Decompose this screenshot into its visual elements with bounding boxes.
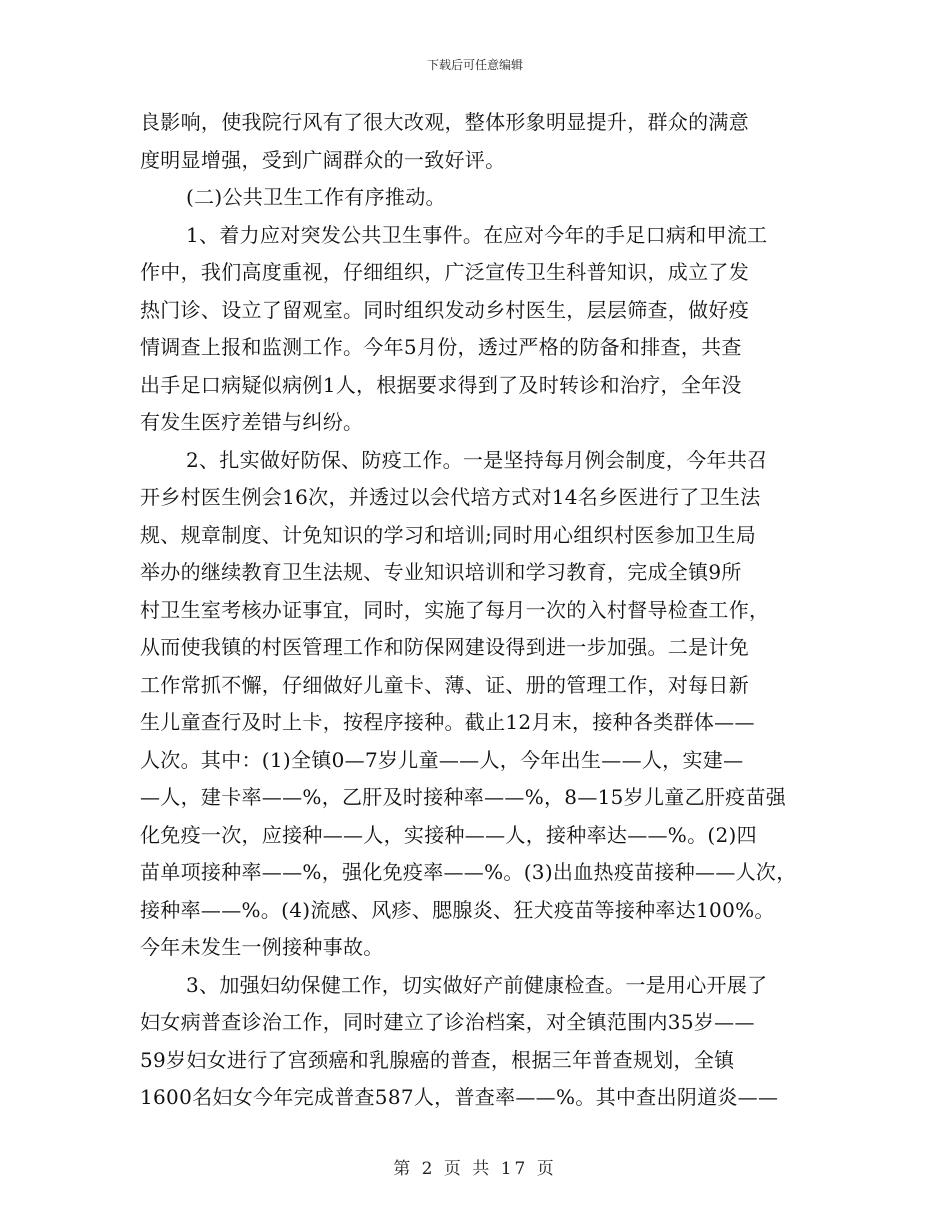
text-line: 出手足口病疑似病例1人，根据要求得到了及时转诊和治疗，全年没 [140, 372, 742, 397]
text-line: 接种率——%。(4)流感、风疹、腮腺炎、狂犬疫苗等接种率达100%。 [140, 897, 775, 922]
text-line: 59岁妇女进行了宫颈癌和乳腺癌的普查，根据三年普查规划，全镇 [140, 1047, 735, 1072]
text-line: —人，建卡率——%，乙肝及时接种率——%，8—15岁儿童乙肝疫苗强 [140, 785, 787, 809]
text-line: 有发生医疗差错与纠纷。 [140, 410, 364, 434]
text-line: 工作常抓不懈，仔细做好儿童卡、薄、证、册的管理工作，对每日新 [140, 672, 749, 697]
text-line: 苗单项接种率——%，强化免疫率——%。(3)出血热疫苗接种——人次， [140, 860, 797, 884]
text-line: 2、扎实做好防保、防疫工作。一是坚持每月例会制度，今年共召 [186, 447, 768, 472]
text-line: 作中，我们高度重视，仔细组织，广泛宣传卫生科普知识，成立了发 [140, 260, 749, 284]
paragraph [140, 179, 815, 217]
page-header: 下载后可任意编辑 [426, 58, 523, 72]
paragraph [140, 967, 815, 1117]
text-line: 举办的继续教育卫生法规、专业知识培训和学习教育，完成全镇9所 [140, 560, 742, 584]
text-line: 化免疫一次，应接种——人，实接种——人，接种率达——%。(2)四 [140, 822, 757, 847]
paragraph [140, 217, 815, 442]
section-heading: (二)公共卫生工作有序推动。 [186, 185, 446, 209]
text-line: 规、规章制度、计免知识的学习和培训;同时用心组织村医参加卫生局 [140, 522, 757, 547]
text-line: 人次。其中：(1)全镇0—7岁儿童——人，今年出生——人，实建— [140, 747, 744, 772]
text-line: 3、加强妇幼保健工作，切实做好产前健康检查。一是用心开展了 [186, 972, 768, 997]
text-line: 热门诊、设立了留观室。同时组织发动乡村医生，层层筛查，做好疫 [140, 297, 749, 322]
text-line: 从而使我镇的村医管理工作和防保网建设得到进一步加强。二是计免 [140, 635, 749, 659]
text-line: 良影响，使我院行风有了很大改观，整体形象明显提升，群众的满意 [140, 110, 749, 134]
paragraph [140, 104, 815, 179]
text-line: 1600名妇女今年完成普查587人，普查率——%。其中查出阴道炎—— [140, 1085, 779, 1109]
page-number-footer: 第 2 页 共 17 页 [393, 1159, 557, 1179]
text-line: 度明显增强，受到广阔群众的一致好评。 [140, 147, 506, 172]
text-line: 妇女病普查诊治工作，同时建立了诊治档案，对全镇范围内35岁—— [140, 1010, 755, 1034]
text-line: 1、着力应对突发公共卫生事件。在应对今年的手足口病和甲流工 [186, 222, 768, 247]
text-line: 生儿童查行及时上卡，按程序接种。截止12月末，接种各类群体—— [140, 710, 755, 734]
text-line: 今年未发生一例接种事故。 [140, 935, 384, 959]
document-body [140, 104, 815, 1117]
text-line: 情调查上报和监测工作。今年5月份，透过严格的防备和排查，共查 [140, 335, 742, 359]
text-line: 开乡村医生例会16次，并透过以会代培方式对14名乡医进行了卫生法 [140, 485, 761, 509]
paragraph [140, 442, 815, 967]
text-line: 村卫生室考核办证事宜，同时，实施了每月一次的入村督导检查工作， [140, 597, 770, 622]
